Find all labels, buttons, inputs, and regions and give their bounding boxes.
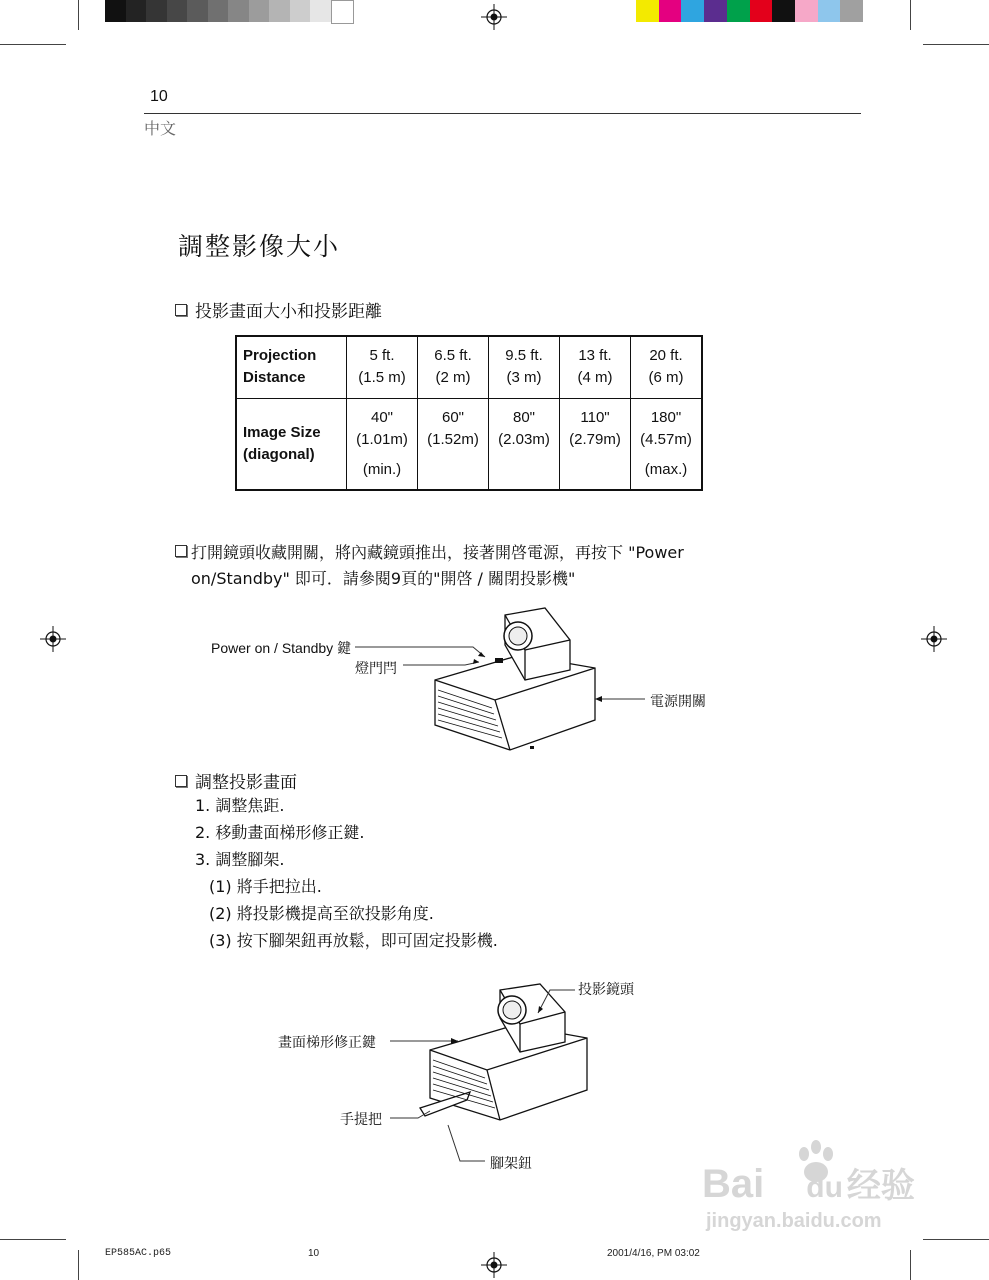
- callout-lamp-door: 燈門閂: [355, 661, 397, 677]
- table-row: [236, 398, 702, 490]
- color-swatch: [636, 0, 659, 22]
- table-cell: [418, 336, 489, 398]
- substeps-list: [209, 873, 498, 954]
- crop-mark: [78, 0, 79, 30]
- cell-text: (1.5 m): [358, 369, 406, 387]
- gray-swatch: [331, 0, 354, 24]
- row-label-line: Projection: [243, 347, 317, 365]
- color-swatch: [659, 0, 682, 22]
- registration-mark-icon: [921, 626, 947, 652]
- paragraph-line: on/Standby" 即可．請參閱9頁的"開啓 / 關閉投影機": [191, 569, 576, 588]
- crop-mark: [78, 1250, 79, 1280]
- footer-file: EP585AC.p65: [105, 1248, 172, 1259]
- table-cell: [347, 398, 418, 490]
- cell-text: (4 m): [577, 369, 613, 387]
- header-rule: [144, 113, 861, 114]
- cell-text: (min.): [362, 460, 402, 478]
- cell-text: 60": [441, 408, 464, 426]
- footer-page: 10: [308, 1248, 320, 1259]
- paragraph-text: 打開鏡頭收藏開關，將內藏鏡頭推出，接著開啓電源，再按下 "Power: [191, 543, 684, 562]
- table-cell: [489, 336, 560, 398]
- section-heading-adjust: [175, 768, 297, 793]
- page-title: 調整影像大小: [178, 232, 341, 261]
- cell-text: (2 m): [435, 369, 471, 387]
- crop-mark: [0, 44, 66, 45]
- callout-lines-2: [390, 985, 630, 1165]
- table-row: [236, 336, 702, 398]
- gray-swatch: [167, 0, 188, 22]
- callout-lines: [355, 640, 655, 710]
- cell-text: 40": [370, 408, 393, 426]
- callout-keystone: 畫面梯形修正鍵: [278, 1035, 376, 1051]
- registration-mark-icon: [40, 626, 66, 652]
- checkbox-bullet-icon: [175, 545, 187, 557]
- cell-text: 5 ft.: [369, 347, 395, 365]
- table-cell: [560, 336, 631, 398]
- gray-swatch: [228, 0, 249, 22]
- crop-mark: [923, 1239, 989, 1240]
- registration-mark-icon: [481, 4, 507, 30]
- page-number: 10: [150, 88, 168, 105]
- callout-power-key: Power on / Standby 鍵: [211, 640, 352, 656]
- projection-table: [235, 335, 703, 491]
- gray-swatch: [208, 0, 229, 22]
- cell-text: (3 m): [506, 369, 542, 387]
- cell-text: 180": [650, 408, 682, 426]
- list-item: (1) 將手把拉出.: [209, 877, 322, 896]
- language-label: 中文: [144, 119, 177, 138]
- cell-text: (2.03m): [498, 430, 550, 448]
- list-item: (3) 按下腳架鈕再放鬆，即可固定投影機.: [209, 931, 498, 950]
- table-cell: [631, 398, 703, 490]
- callout-handle: 手提把: [340, 1112, 382, 1128]
- callout-power-switch: 電源開關: [650, 694, 706, 710]
- watermark-logo: [702, 1158, 915, 1207]
- table-cell: [347, 336, 418, 398]
- list-item: 3. 調整腳架.: [195, 850, 285, 869]
- gray-swatch: [310, 0, 331, 22]
- gray-swatch: [290, 0, 311, 22]
- footer-timestamp: 2001/4/16, PM 03:02: [607, 1248, 700, 1259]
- section-heading-text: 調整投影畫面: [195, 773, 297, 793]
- cell-text: 20 ft.: [649, 347, 683, 365]
- gray-swatch: [105, 0, 126, 22]
- watermark-brand: Bai: [702, 1162, 765, 1206]
- color-swatch: [704, 0, 727, 22]
- callout-lens: 投影鏡頭: [578, 982, 634, 998]
- color-swatch: [772, 0, 795, 22]
- table-cell: [489, 398, 560, 490]
- watermark-brand2: du: [806, 1171, 843, 1204]
- color-swatch: [750, 0, 773, 22]
- watermark-url: jingyan.baidu.com: [706, 1210, 882, 1232]
- cell-text: 9.5 ft.: [505, 347, 543, 365]
- cell-text: (1.52m): [427, 430, 479, 448]
- color-swatch: [795, 0, 818, 22]
- cell-text: (max.): [644, 460, 688, 478]
- cell-text: 80": [512, 408, 535, 426]
- gray-swatch: [249, 0, 270, 22]
- table-cell: [560, 398, 631, 490]
- table-cell: [631, 336, 703, 398]
- color-swatch: [818, 0, 841, 22]
- table-cell: [418, 398, 489, 490]
- section-heading-text: 投影畫面大小和投影距離: [195, 302, 382, 322]
- crop-mark: [923, 44, 989, 45]
- gray-swatch: [146, 0, 167, 22]
- cell-text: 110": [580, 408, 610, 426]
- cell-text: (6 m): [648, 369, 684, 387]
- watermark-brand-cn: 经验: [846, 1167, 915, 1205]
- cell-text: 13 ft.: [578, 347, 612, 365]
- cell-text: (4.57m): [640, 430, 692, 448]
- cell-text: 6.5 ft.: [434, 347, 472, 365]
- gray-swatch: [126, 0, 147, 22]
- registration-mark-icon: [481, 1252, 507, 1278]
- callout-foot-button: 腳架鈕: [490, 1156, 532, 1172]
- row-label-distance: [236, 336, 347, 398]
- row-label-line: Image Size: [243, 423, 321, 441]
- cell-text: (2.79m): [569, 430, 621, 448]
- paragraph-line: [175, 540, 684, 566]
- gray-swatch: [187, 0, 208, 22]
- steps-list: [195, 792, 364, 873]
- crop-mark: [910, 1250, 911, 1280]
- color-swatch: [727, 0, 750, 22]
- crop-mark: [0, 1239, 66, 1240]
- crop-mark: [910, 0, 911, 30]
- list-item: (2) 將投影機提高至欲投影角度.: [209, 904, 434, 923]
- gray-swatch: [269, 0, 290, 22]
- cell-text: (1.01m): [356, 430, 408, 448]
- color-swatch: [840, 0, 863, 22]
- list-item: 2. 移動畫面梯形修正鍵.: [195, 823, 365, 842]
- section-heading-size: [175, 297, 382, 322]
- checkbox-bullet-icon: [175, 304, 187, 316]
- row-label-line: (diagonal): [243, 445, 315, 463]
- checkbox-bullet-icon: [175, 775, 187, 787]
- color-swatch: [681, 0, 704, 22]
- instruction-paragraph: [175, 540, 684, 592]
- list-item: 1. 調整焦距.: [195, 796, 285, 815]
- row-label-size: [236, 398, 347, 490]
- row-label-line: Distance: [243, 369, 306, 387]
